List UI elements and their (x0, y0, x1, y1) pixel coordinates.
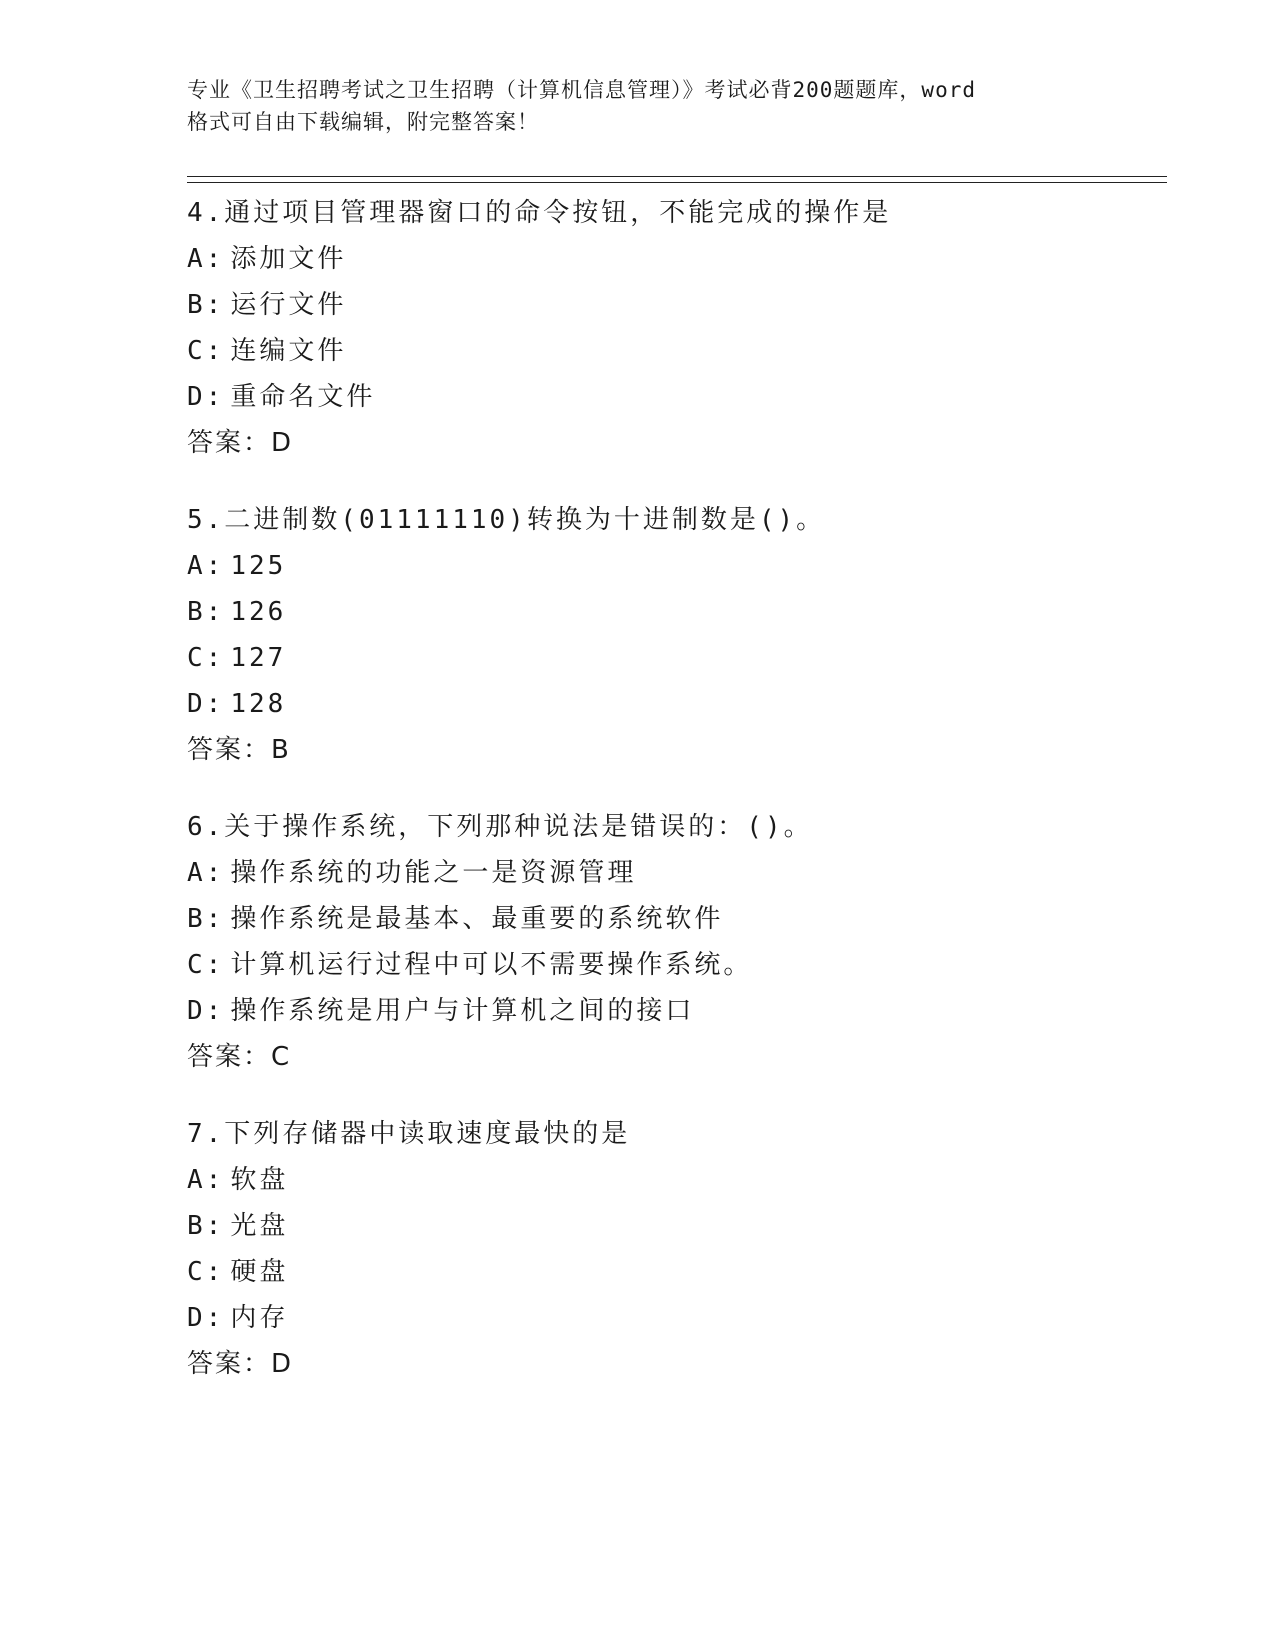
answer-label: 答案：B (187, 735, 291, 765)
option-d (187, 374, 1187, 420)
option-b (187, 1203, 1187, 1249)
question-stem: 4.通过项目管理器窗口的命令按钮，不能完成的操作是 (187, 198, 892, 228)
question-stem: 7.下列存储器中读取速度最快的是 (187, 1119, 631, 1149)
option-letter: A: (187, 1165, 225, 1195)
option-a (187, 850, 1187, 896)
option-a (187, 1157, 1187, 1203)
question-item (187, 804, 1187, 1080)
question-list (187, 190, 1187, 1418)
option-letter: A: (187, 551, 225, 581)
option-c (187, 328, 1187, 374)
answer-label: 答案：D (187, 1349, 294, 1379)
option-a (187, 236, 1187, 282)
option-d (187, 988, 1187, 1034)
option-letter: D: (187, 1303, 225, 1333)
question-item (187, 1111, 1187, 1387)
option-text: 操作系统的功能之一是资源管理 (230, 858, 637, 888)
option-text: 运行文件 (230, 290, 347, 320)
option-letter: B: (187, 904, 225, 934)
option-b (187, 282, 1187, 328)
question-stem: 5.二进制数(01111110)转换为十进制数是()。 (187, 505, 826, 535)
header-line-1: 专业《卫生招聘考试之卫生招聘（计算机信息管理）》考试必背200题题库，word (187, 78, 976, 102)
option-letter: C: (187, 1257, 225, 1287)
option-letter: D: (187, 689, 225, 719)
option-b (187, 589, 1187, 635)
header-divider-top (187, 176, 1167, 177)
question-item (187, 190, 1187, 466)
option-d (187, 681, 1187, 727)
option-text: 光盘 (230, 1211, 289, 1241)
option-text: 127 (230, 643, 287, 673)
option-letter: C: (187, 336, 225, 366)
option-c (187, 1249, 1187, 1295)
option-letter: B: (187, 290, 225, 320)
option-text: 126 (230, 597, 287, 627)
option-letter: B: (187, 1211, 225, 1241)
option-letter: B: (187, 597, 225, 627)
option-a (187, 543, 1187, 589)
option-text: 重命名文件 (230, 382, 376, 412)
option-letter: D: (187, 996, 225, 1026)
document-header (187, 74, 1087, 138)
option-text: 125 (230, 551, 287, 581)
answer-label: 答案：C (187, 1042, 292, 1072)
option-text: 添加文件 (230, 244, 347, 274)
option-letter: A: (187, 858, 225, 888)
question-item (187, 497, 1187, 773)
option-text: 连编文件 (230, 336, 347, 366)
option-text: 内存 (230, 1303, 289, 1333)
option-b (187, 896, 1187, 942)
header-divider-bottom (187, 182, 1167, 183)
answer-label: 答案：D (187, 428, 294, 458)
option-c (187, 942, 1187, 988)
question-stem: 6.关于操作系统，下列那种说法是错误的：()。 (187, 812, 813, 842)
option-letter: D: (187, 382, 225, 412)
option-d (187, 1295, 1187, 1341)
option-letter: C: (187, 643, 225, 673)
option-c (187, 635, 1187, 681)
option-text: 硬盘 (230, 1257, 289, 1287)
option-text: 计算机运行过程中可以不需要操作系统。 (230, 950, 753, 980)
option-text: 操作系统是最基本、最重要的系统软件 (230, 904, 724, 934)
option-letter: C: (187, 950, 225, 980)
option-letter: A: (187, 244, 225, 274)
option-text: 128 (230, 689, 287, 719)
option-text: 操作系统是用户与计算机之间的接口 (230, 996, 695, 1026)
option-text: 软盘 (230, 1165, 289, 1195)
header-line-2: 格式可自由下载编辑，附完整答案！ (187, 110, 539, 134)
